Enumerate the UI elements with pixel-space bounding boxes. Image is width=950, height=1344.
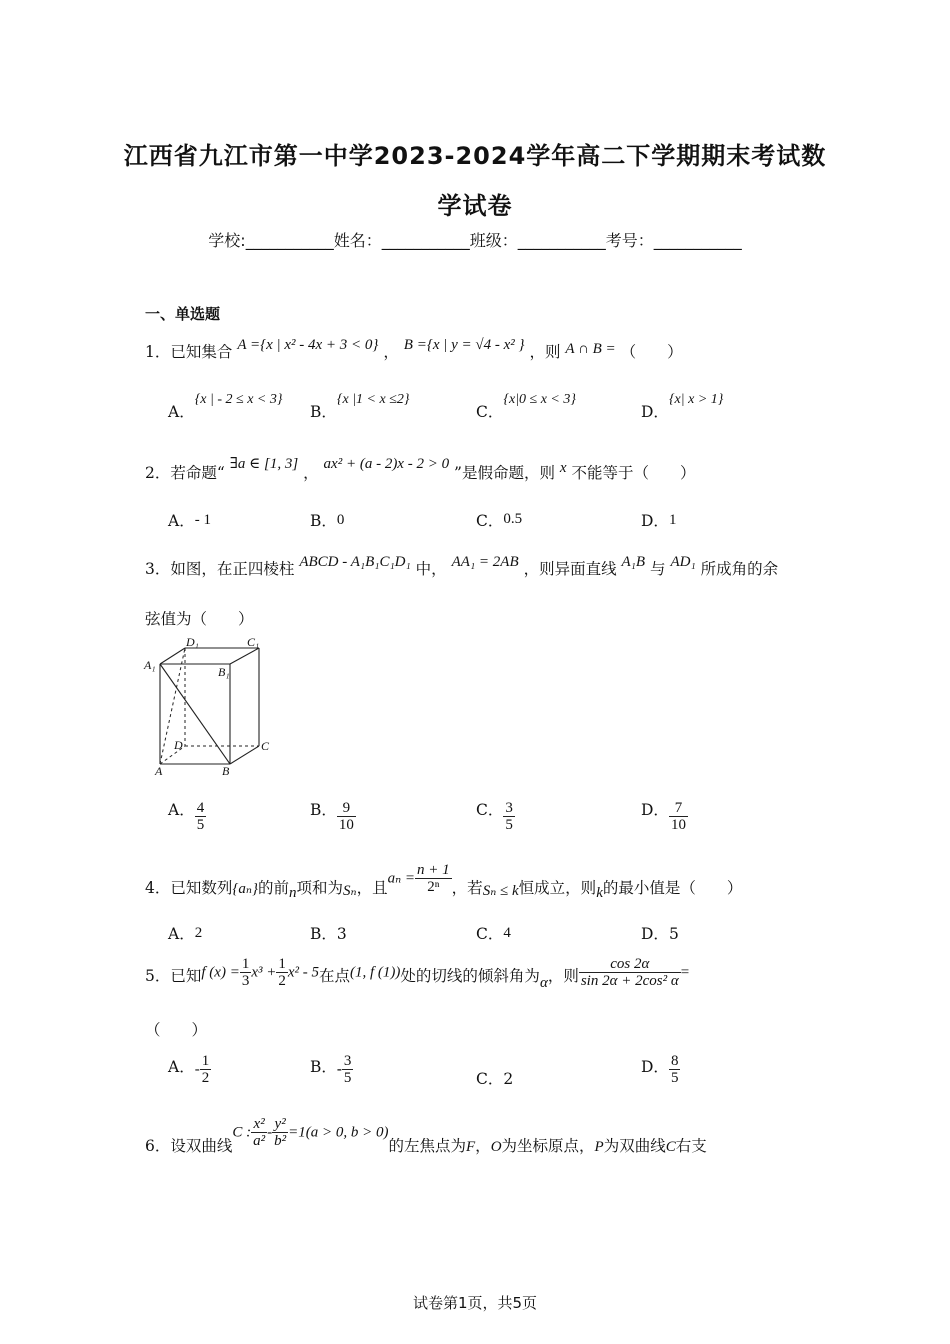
q5-option-b[interactable]: B．- $\frac{3}{5}$ (310, 1053, 352, 1086)
q4-option-b[interactable]: B．3 (310, 925, 347, 943)
q3-tail2: 所成角的余 (700, 560, 779, 578)
question-4 (145, 862, 743, 901)
q5-x2: x² - 5 (287, 964, 319, 981)
q2-option-c[interactable]: C．0.5 (476, 511, 523, 530)
question-5: 5．已知f (x) = $\frac{1}{3}$ x³ + $\frac{1}{2}$ x² - 5在点(1, f (1))处的切线的倾斜角为α，则 $\frac{\cos 2\alpha}{\text{sin 2α + 2cos² α}}$ = (145, 956, 690, 991)
q3-option-b[interactable]: B． $\frac{9}{10}$ (310, 800, 354, 833)
q3-mid: 中， (415, 560, 447, 578)
section-heading: 一、单选题 (145, 305, 221, 323)
q1-option-b[interactable]: B．{x |1 < x ≤2} (310, 392, 410, 421)
q4-option-c[interactable]: C．4 (476, 925, 511, 943)
q1-prefix: 1．已知集合 (145, 343, 233, 361)
q4-ineq: Sₙ ≤ k (482, 882, 519, 899)
q4-option-d[interactable]: D．5 (641, 925, 679, 943)
label-a1: A₁ (144, 658, 156, 672)
q4-fraction: $\frac{n + 1}{\text{2ⁿ}}$ (417, 862, 450, 895)
q5-t1: 在点 (319, 966, 351, 985)
q5-option-a[interactable]: A．- $\frac{1}{2}$ (168, 1053, 210, 1086)
q4-sn: Sₙ (342, 882, 357, 899)
q3-equation: AA₁ = 2AB (451, 554, 519, 570)
q6-c2: C (665, 1138, 676, 1155)
q5-alpha: α (539, 974, 548, 991)
q4-seq: {aₙ} (232, 880, 258, 897)
q4-t1: 的前 (257, 878, 289, 897)
question-1 (145, 337, 683, 362)
page-footer: 试卷第1页，共5页 (412, 1294, 538, 1312)
q1-comma: ， (383, 343, 399, 361)
q2-tail2: 不能等于（ ） (571, 464, 696, 482)
edge-bc (230, 746, 259, 764)
q5-x3: x³ + (251, 964, 277, 981)
q1-tail: ，则 (529, 343, 561, 361)
label-c: C (261, 739, 270, 753)
q2-tail: ”是假命题，则 (454, 464, 555, 482)
q5-t2: 处的切线的倾斜角为 (400, 966, 540, 985)
q5-t3: ，则 (547, 966, 579, 985)
student-info-line: 学校:___________姓名：___________班级：___________考号：___________ (208, 231, 742, 250)
q3-option-d[interactable]: D． $\frac{7}{10}$ (641, 800, 686, 833)
q4-k: k (596, 884, 603, 901)
label-c1: C₁ (247, 635, 260, 649)
q6-rest: =1(a > 0, b > 0) (288, 1124, 389, 1141)
title-line-1: 江西省九江市第一中学2023-2024学年高二下学期期末考试数 (123, 142, 827, 170)
q2-prefix: 2．若命题“ (145, 464, 225, 482)
edge-a1b-diagonal (160, 664, 230, 764)
q6-p: P (594, 1138, 604, 1155)
q4-an: aₙ = (387, 870, 416, 887)
q6-c: C : (232, 1124, 252, 1141)
q4-t4: ，若 (451, 878, 483, 897)
q3-tail: ，则异面直线 (523, 560, 617, 578)
q3-line-1: A₁B (621, 554, 646, 570)
title-line-2: 学试卷 (437, 192, 513, 220)
q3-option-a[interactable]: A． $\frac{4}{5}$ (168, 800, 205, 833)
q1-option-c[interactable]: C．{x|0 ≤ x < 3} (476, 392, 576, 421)
q2-option-b[interactable]: B．0 (310, 512, 345, 530)
q2-option-a[interactable]: A．- 1 (168, 512, 211, 530)
q4-prefix: 4．已知数列 (145, 878, 233, 897)
q1-option-a[interactable]: A．{x | - 2 ≤ x < 3} (168, 392, 283, 421)
q6-o: O (490, 1138, 502, 1155)
q3-line-2-text: 弦值为（ ） (145, 610, 254, 628)
q2-comma: ， (303, 464, 319, 482)
q4-option-a[interactable]: A．2 (168, 925, 203, 943)
q6-minus: - (267, 1124, 273, 1141)
question-2 (145, 456, 696, 483)
q1-expr: A ∩ B = (565, 341, 616, 357)
q6-f: F (466, 1138, 476, 1155)
q4-n: n (288, 884, 297, 901)
q5-prefix: 5．已知 (145, 966, 202, 985)
label-b1: B₁ (218, 665, 230, 679)
q4-t3: ，且 (356, 878, 388, 897)
q3-prefix: 3．如图，在正四棱柱 (145, 560, 295, 578)
label-d: D (174, 738, 183, 752)
q6-t4: 为双曲线 (603, 1136, 666, 1155)
q6-t5: 右支 (675, 1136, 707, 1155)
q3-prism: ABCD - A₁B₁C₁D₁ (299, 554, 411, 570)
q1-set-b: B ={x | y = √4 - x² } (403, 337, 525, 353)
q5-option-c[interactable]: C．2 (476, 1070, 514, 1088)
q4-t6: 的最小值是（ ） (602, 878, 743, 897)
q2-inequality: ax² + (a - 2)x - 2 > 0 (323, 456, 450, 472)
q5-big-fraction: $\frac{\cos 2\alpha}{\text{sin 2α + 2cos² α}}$ (580, 956, 679, 989)
question-3 (145, 554, 779, 579)
q5-point: (1, f (1)) (350, 964, 401, 981)
q6-t2: ， (475, 1136, 491, 1155)
q2-var: x (559, 460, 567, 476)
q1-paren: （ ） (620, 343, 683, 361)
label-b: B (222, 764, 230, 778)
prism-figure (140, 632, 280, 780)
q4-t5: 恒成立，则 (518, 878, 597, 897)
q6-t1: 的左焦点为 (388, 1136, 466, 1155)
q4-t2: 项和为 (296, 878, 343, 897)
label-d1: D₁ (186, 635, 199, 649)
edge-b1c1 (230, 648, 259, 664)
q2-condition: ∃a ∈ [1, 3] (229, 456, 299, 472)
q1-set-a: A ={x | x² - 4x + 3 < 0} (237, 337, 379, 353)
q3-line-2: AD₁ (670, 554, 696, 570)
q3-option-c[interactable]: C． $\frac{3}{5}$ (476, 800, 513, 833)
q6-t3: 为坐标原点， (501, 1136, 595, 1155)
q1-option-d[interactable]: D．{x| x > 1} (641, 392, 724, 421)
q5-option-d[interactable]: D． $\frac{8}{5}$ (641, 1053, 679, 1086)
q5-paren: （ ） (145, 1021, 208, 1039)
q5-f: f (x) = (201, 964, 240, 981)
q5-eq: = (680, 964, 690, 981)
label-a: A (155, 764, 163, 778)
q3-and: 与 (650, 560, 666, 578)
question-6: 6．设双曲线C : $\frac{\text{x²}}{\text{a²}}$ - $\frac{\text{y²}}{\text{b²}}$ =1(a > 0, b > 0)的左焦点为F，O为坐标原点，P为双曲线C右支 (145, 1116, 707, 1155)
edge-a1d1 (160, 648, 185, 664)
q6-prefix: 6．设双曲线 (145, 1136, 233, 1155)
q2-option-d[interactable]: D．1 (641, 512, 677, 530)
